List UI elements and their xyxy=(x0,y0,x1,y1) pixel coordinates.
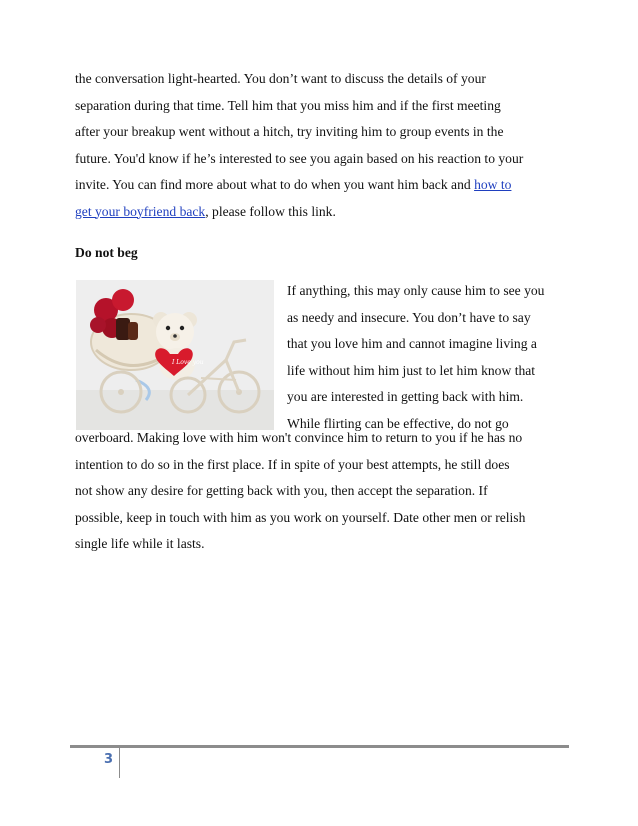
boyfriend-link-part1[interactable]: how to xyxy=(474,177,512,192)
photo-illustration xyxy=(76,280,274,430)
text-line: after your breakup went without a hitch, try inviting him to group events in the xyxy=(75,124,504,139)
closing-paragraph xyxy=(75,425,575,558)
text-line xyxy=(75,199,575,226)
text-line: as needy and insecure. You don’t have to say xyxy=(287,309,531,325)
text-line: you are interested in getting back with him. xyxy=(287,389,524,404)
text-fragment: , please follow this link. xyxy=(205,203,336,219)
text-line: future. You'd know if he’s interested to see you again based on his reaction to your xyxy=(75,150,524,166)
text-line: overboard. Making love with him won't convince him to return to you if he has no xyxy=(75,430,523,445)
text-line xyxy=(75,172,575,199)
heart-label: I Love you xyxy=(172,359,204,366)
text-line: not show any desire for getting back with you, then accept the separation. If xyxy=(75,483,488,498)
text-line: that you love him and cannot imagine living a xyxy=(287,336,537,351)
section-heading: Do not beg xyxy=(75,245,138,260)
intro-paragraph xyxy=(75,66,575,225)
text-line: separation during that time. Tell him that you miss him and if the first meeting xyxy=(75,97,501,113)
text-line: intention to do so in the first place. If in spite of your best attempts, he still does xyxy=(75,456,510,472)
text-line: single life while it lasts. xyxy=(75,536,205,551)
page-number: 3 xyxy=(104,752,114,767)
floated-paragraph xyxy=(287,278,577,437)
teddy-bear-tricycle-photo xyxy=(76,280,274,430)
text-line: possible, keep in touch with him as you work on yourself. Date other men or relish xyxy=(75,509,526,525)
text-fragment: invite. You can find more about what to do when you want him back and xyxy=(75,177,475,192)
text-line: life without him him just to let him know that xyxy=(287,362,536,378)
text-line: While flirting can be effective, do not go xyxy=(287,415,509,431)
text-line: the conversation light-hearted. You don’t want to discuss the details of your xyxy=(75,71,486,86)
footer-divider xyxy=(70,745,569,748)
text-line: If anything, this may only cause him to see you xyxy=(287,283,545,298)
footer-vertical-divider xyxy=(119,748,120,778)
boyfriend-link-part2[interactable]: get your boyfriend back xyxy=(75,203,206,219)
